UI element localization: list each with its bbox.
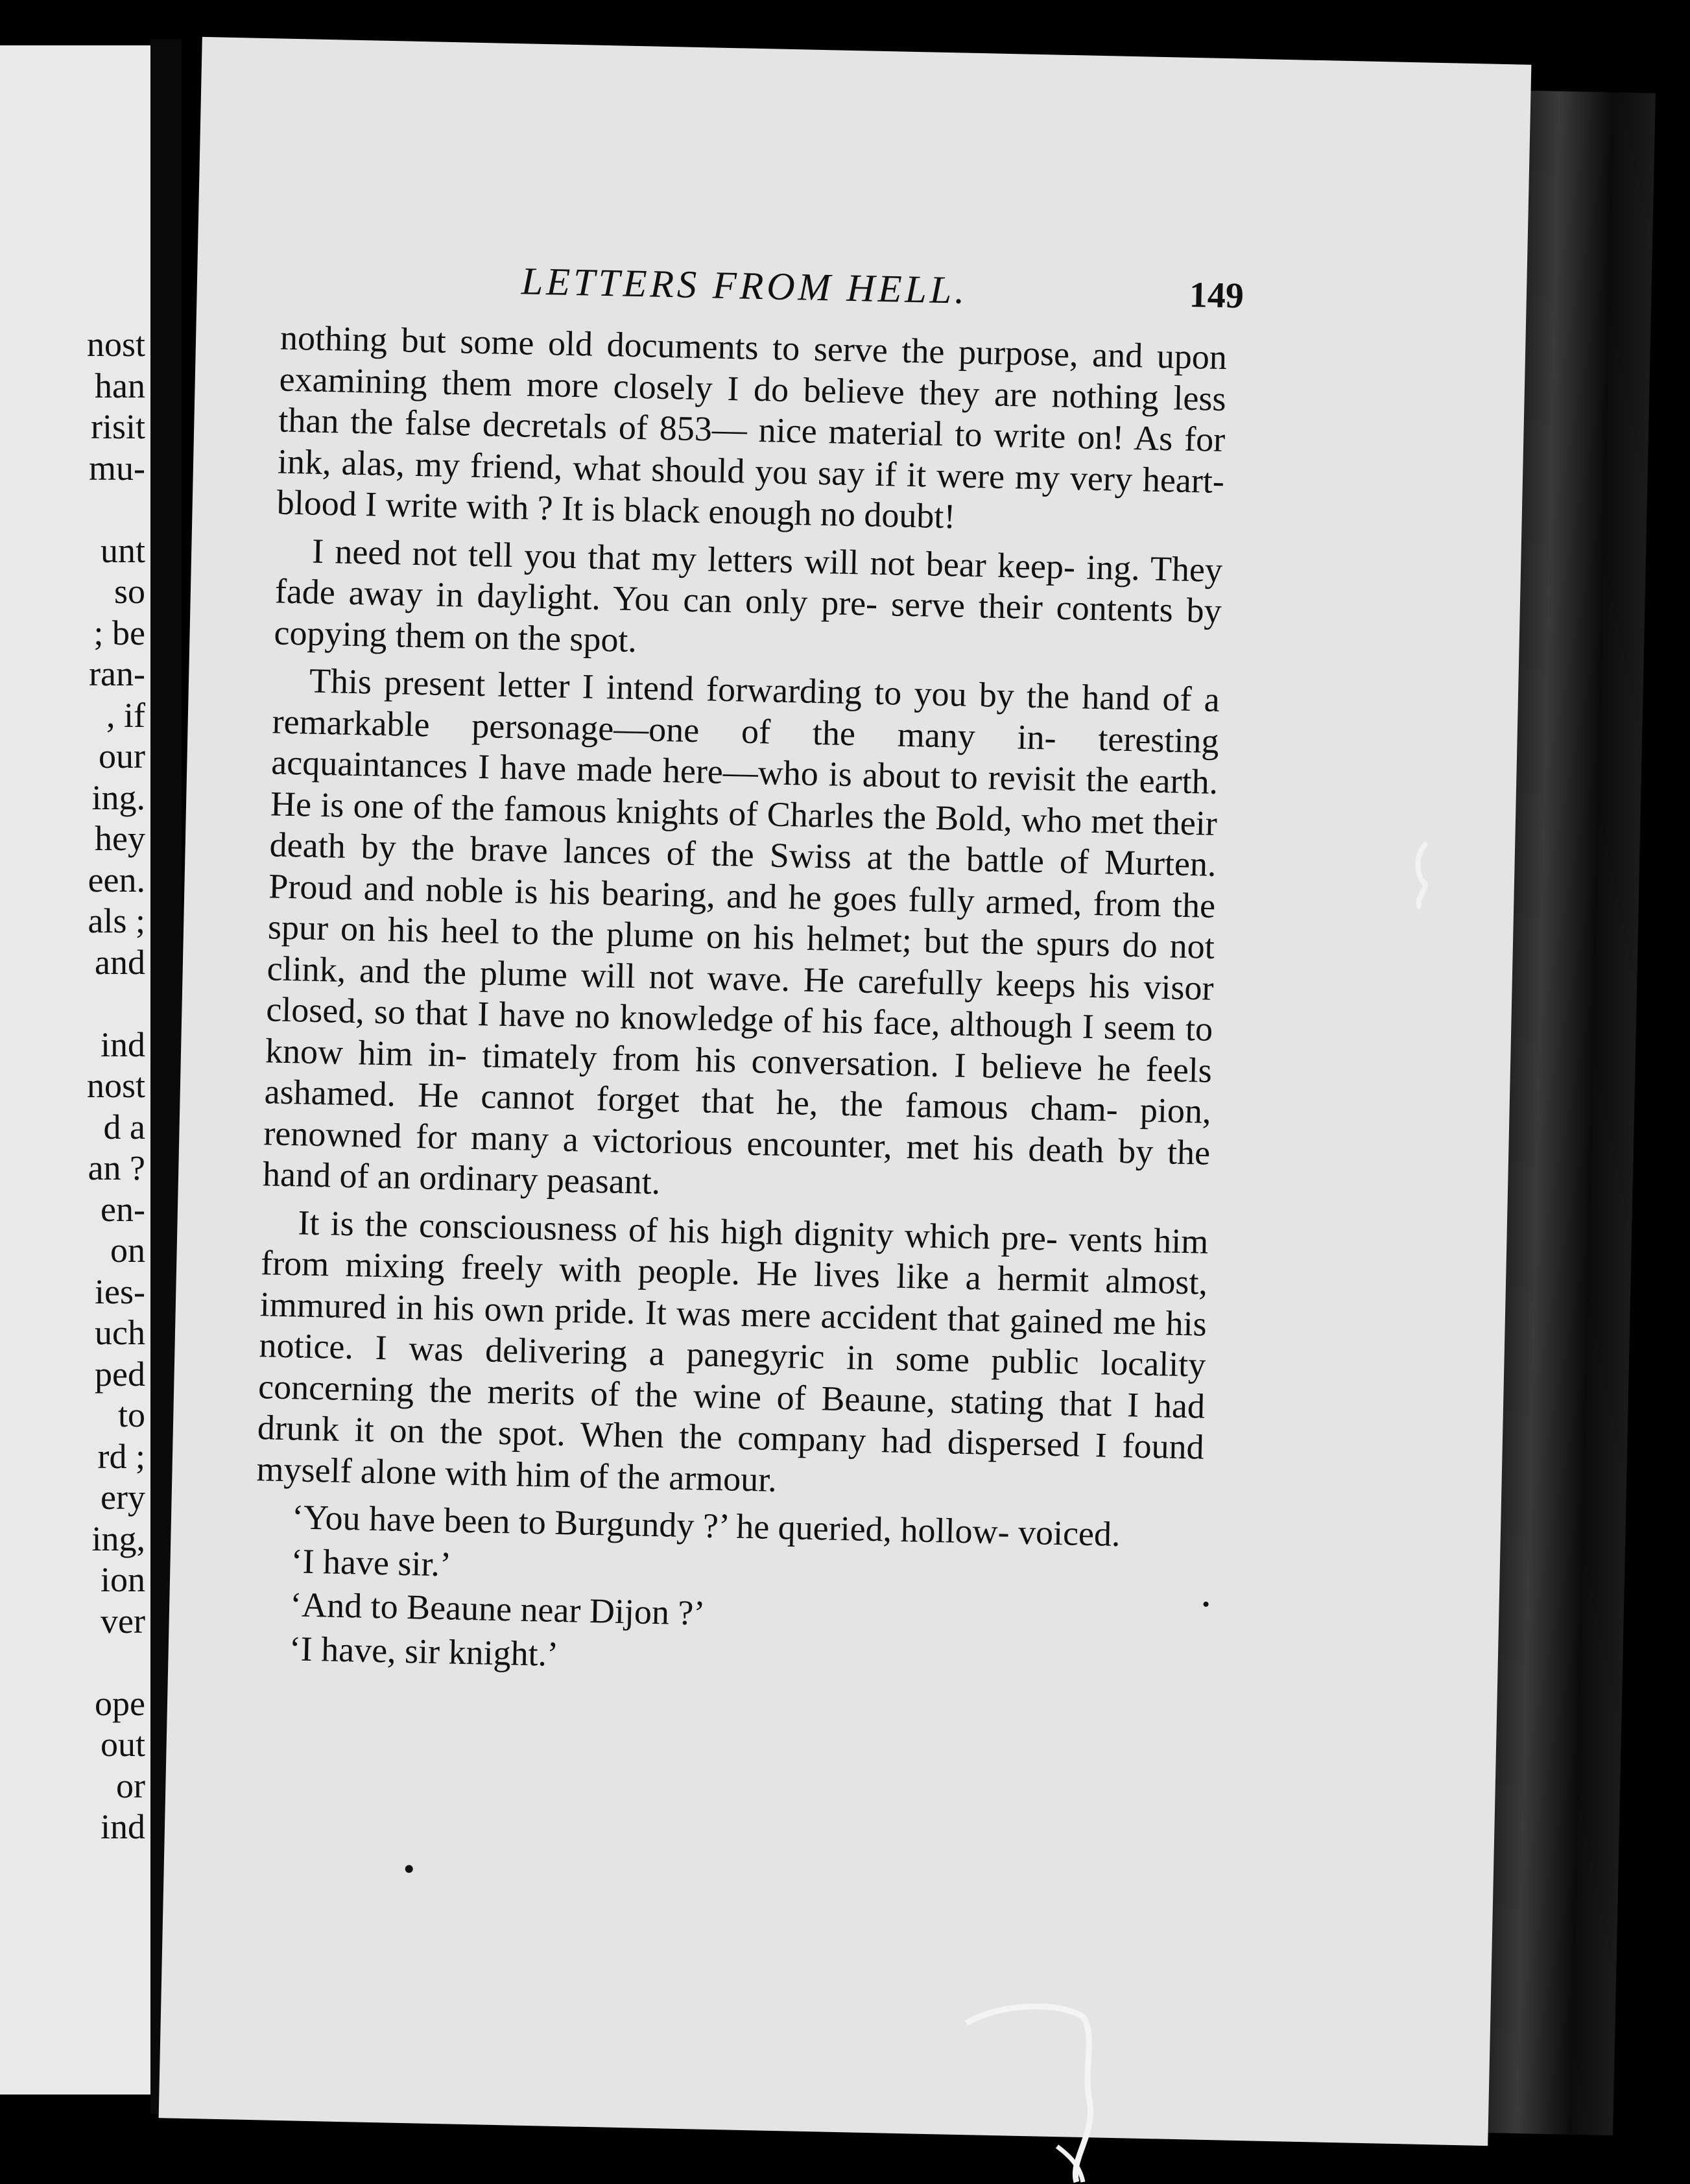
previous-page-line-end: out [100, 1725, 145, 1764]
paragraph-continuation: nothing but some old documents to serve the purpose, and upon examining them more closely I do believe they are nothing less than the false decretals of 853— nice material to write on! As for ink, alas, my friend, what should you say if it were my very heart-blood I write with ? It is black enough no doubt! [276, 318, 1228, 536]
previous-page-line-end: hey [95, 819, 145, 858]
previous-page-line-end: or [116, 1766, 145, 1805]
previous-page-line-end: een. [88, 860, 145, 899]
previous-page-line-end: ing, [91, 1519, 145, 1558]
previous-page-line-end: uch [95, 1313, 145, 1352]
previous-page-line-end: unt [100, 530, 145, 570]
previous-page-line-end: d a [103, 1107, 145, 1146]
scanner-artifact-scribble [960, 1997, 1109, 2184]
previous-page-line-end: ies- [95, 1272, 145, 1311]
previous-page-fragment [0, 45, 150, 2095]
previous-page-line-end: on [110, 1231, 145, 1270]
paragraph: It is the consciousness of his high dignity which pre- vents him from mixing freely with people. He lives like a hermit almost, immured in his own pride. It was mere accident that gained me his notice. I was delivering a panegyric in some public locality concerning the merits of the wine of Beaune, stating that I had drunk it on the spot. When the company had dispersed I found myself alone with him of the armour. [256, 1202, 1209, 1499]
dialog-line: ‘I have, sir knight.’ [289, 1628, 559, 1674]
page-body-text [252, 318, 1227, 1691]
dialog-line: ‘And to Beaune near Dijon ?’ [289, 1585, 706, 1633]
previous-page-line-end: ing. [91, 777, 145, 817]
ink-speck [405, 1865, 413, 1873]
running-title: LETTERS FROM HELL. [521, 259, 968, 312]
previous-page-line-end: ion [100, 1560, 145, 1599]
previous-page-line-end: rd ; [97, 1436, 145, 1476]
previous-page-line-end [87, 983, 145, 1025]
previous-page-line-end: ope [95, 1683, 145, 1723]
previous-page-line-end: , if [106, 695, 145, 735]
previous-page-line-end: our [99, 737, 145, 776]
previous-page-line-end: ver [101, 1601, 145, 1641]
previous-page-line-end: ped [95, 1354, 145, 1394]
previous-page-line-end [87, 489, 145, 530]
previous-page-line-end: als ; [88, 901, 145, 940]
previous-page-line-end: mu- [89, 448, 145, 488]
dialog-line: ‘You have been to Burgundy ?’ he queried, hollow- voiced. [291, 1497, 1121, 1554]
previous-page-line-end: an ? [88, 1148, 145, 1187]
previous-page-line-end: ind [100, 1025, 145, 1064]
previous-page-line-end: ind [100, 1807, 145, 1846]
previous-page-line-end: and [95, 942, 145, 982]
previous-page-line-end: en- [101, 1189, 145, 1229]
paragraph: I need not tell you that my letters will not bear keep- ing. They fade away in daylight. You can only pre- serve their contents by copying them on the spot. [274, 531, 1223, 659]
previous-page-line-end: ran- [89, 654, 145, 693]
previous-page-line-end: ery [101, 1478, 145, 1517]
previous-page-line-end: to [117, 1395, 145, 1434]
ink-speck [1203, 1602, 1208, 1607]
margin-mark [1401, 837, 1446, 914]
page-number: 149 [1189, 274, 1244, 316]
previous-page-line-end: ; be [93, 613, 145, 652]
previous-page-line-end: han [95, 366, 145, 405]
previous-page-line-end: nost [86, 1066, 145, 1105]
previous-page-line-end: nost [86, 325, 145, 364]
paragraph: This present letter I intend forwarding to you by the hand of a remarkable personage—one of the many in- teresting acquaintances I have made here—who is about to revisit the earth. He is one of the famous knights of Charles the Bold, who met their death by the brave lances of the Swiss at the battle of Murten. Proud and noble is his bearing, and he goes fully armed, from the spur on his heel to the plume on his helmet; but the spurs do not clink, and the plume will not wave. He carefully keeps his visor closed, so that I have no knowledge of his face, although I seem to know him in- timately from his conversation. I believe he feels ashamed. He cannot forget that he, the famous cham- pion, renowned for many a victorious encounter, met his death by the hand of an ordinary peasant. [262, 661, 1220, 1202]
previous-page-line-endings [87, 324, 145, 1848]
previous-page-line-end: risit [90, 407, 145, 446]
previous-page-line-end: so [113, 572, 145, 611]
book-page [159, 37, 1532, 2146]
dialog-line: ‘I have sir.’ [291, 1541, 452, 1584]
previous-page-line-end [87, 1642, 145, 1683]
